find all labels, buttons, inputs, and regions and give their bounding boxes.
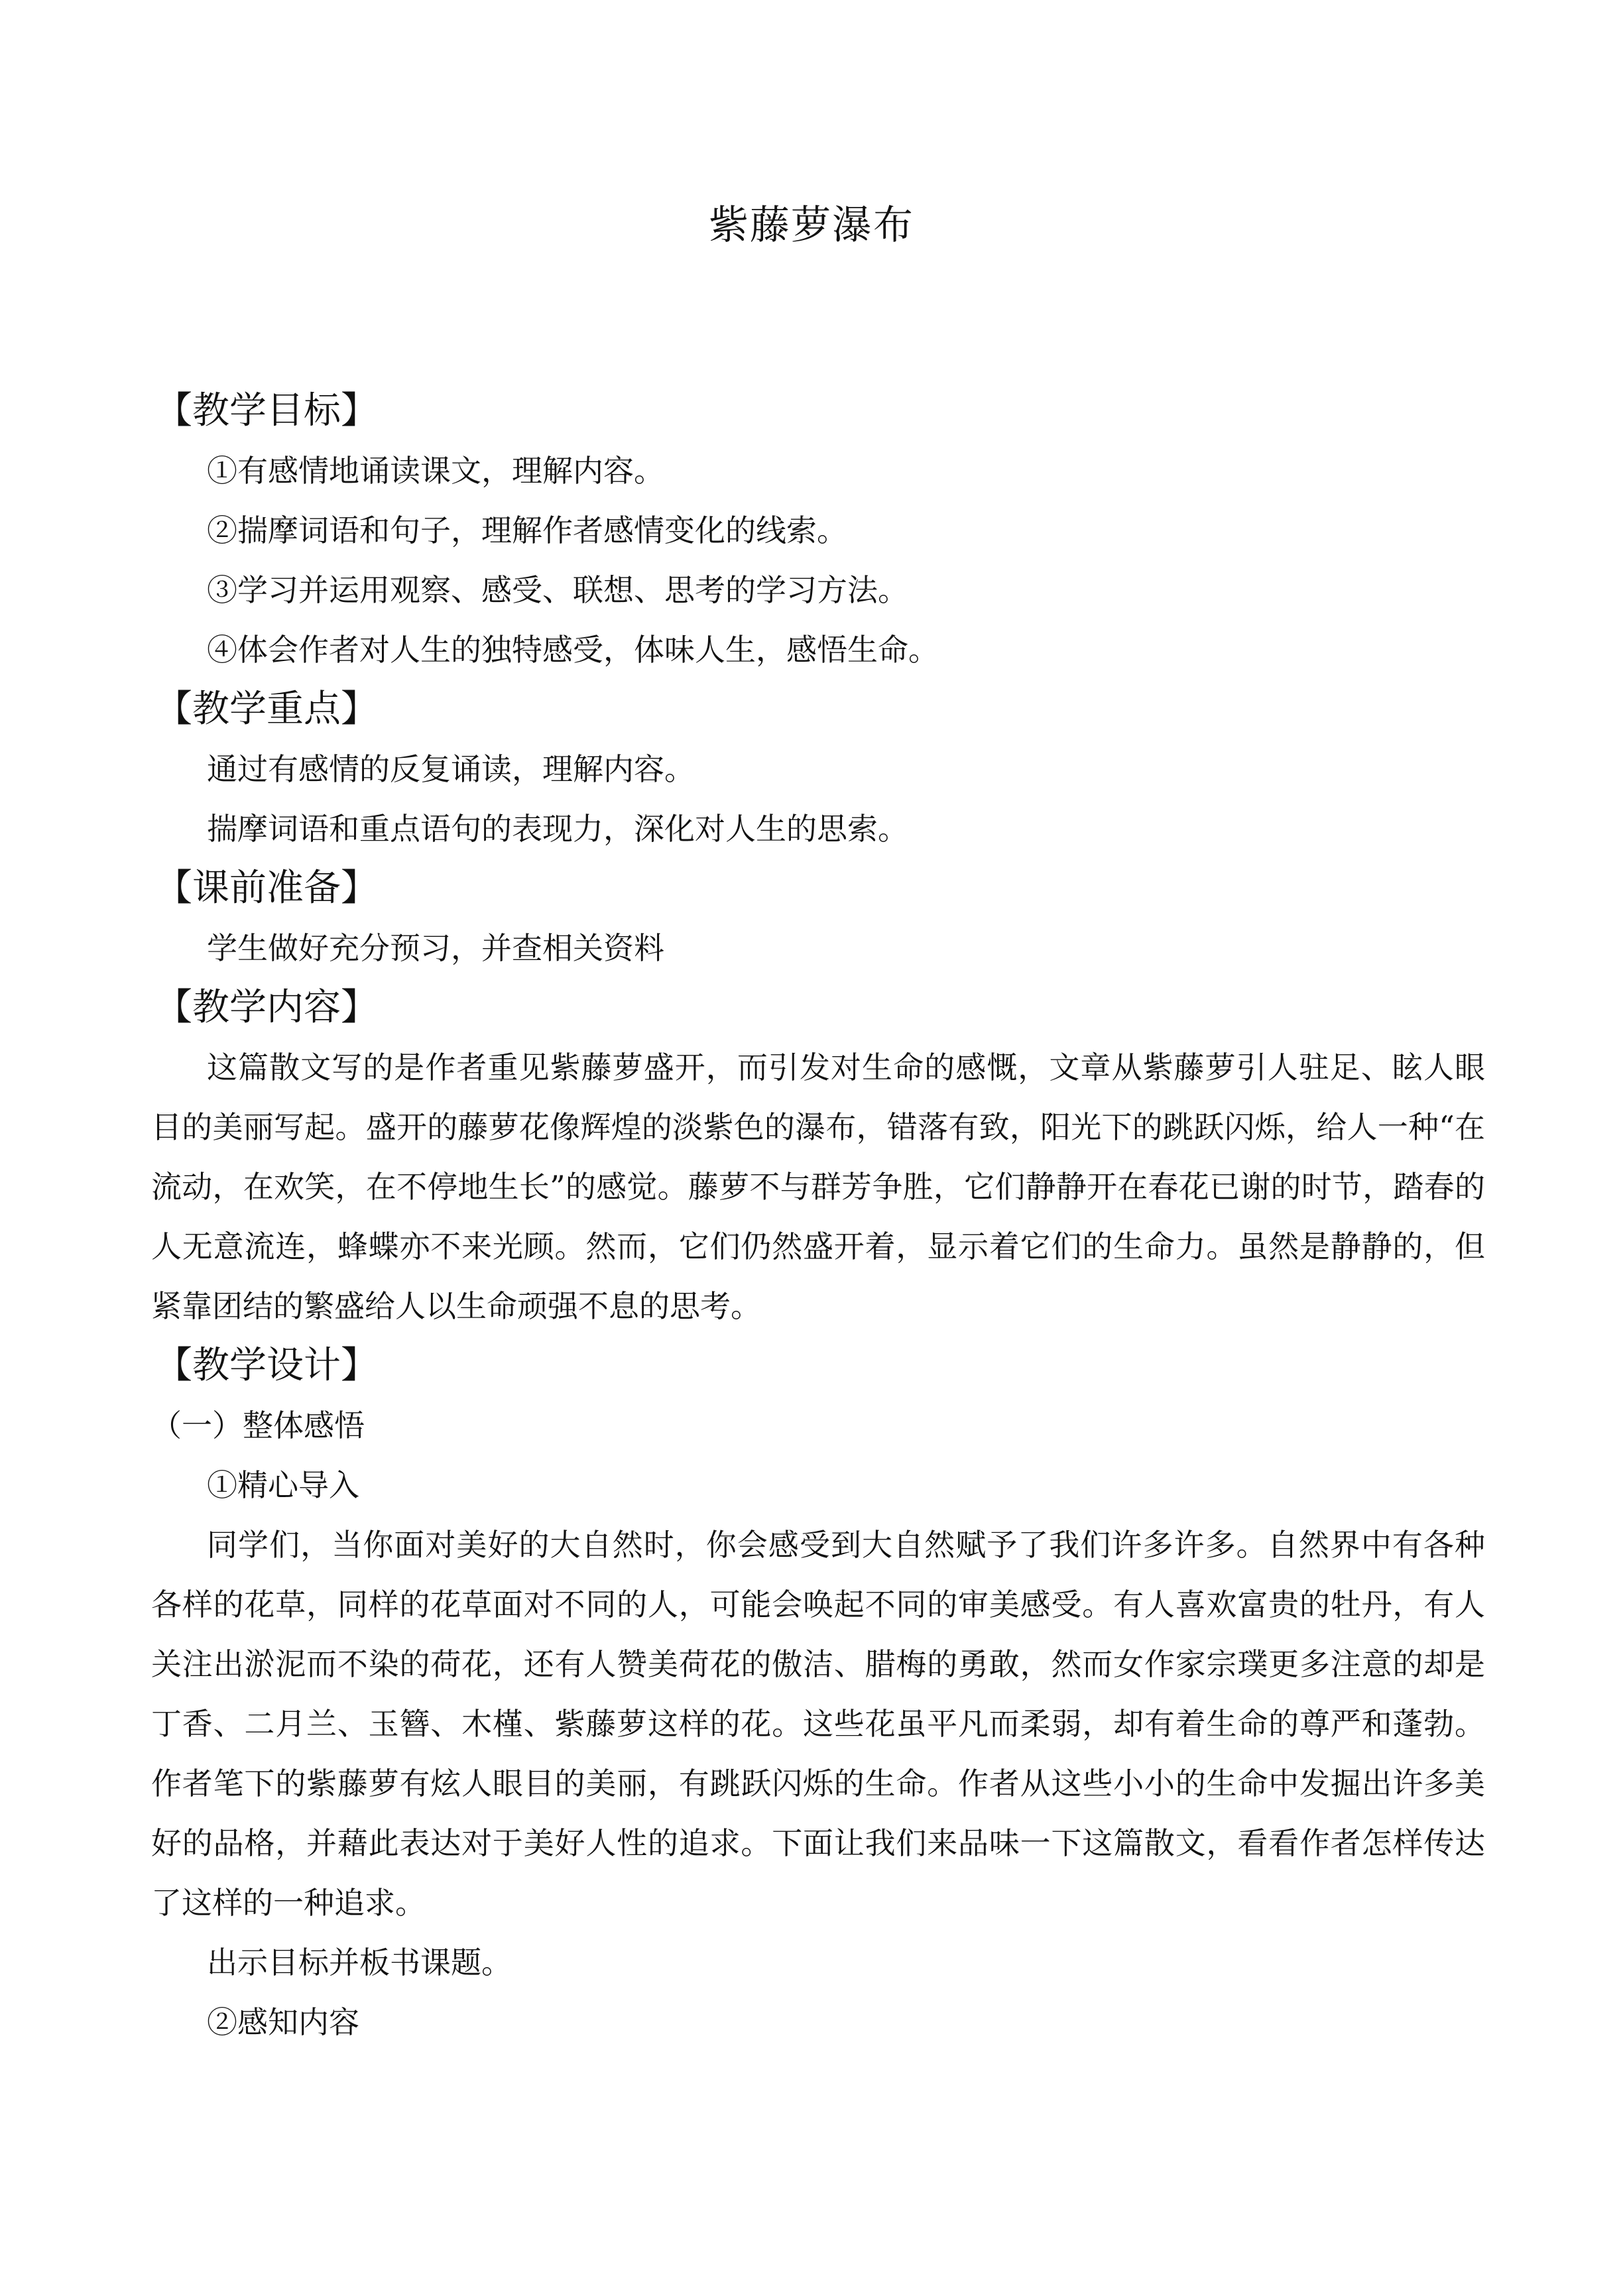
preparation-item: 学生做好充分预习，并查相关资料 xyxy=(207,930,664,966)
design-step-title: ①精心导入 xyxy=(207,1467,359,1503)
key-point-item: 揣摩词语和重点语句的表现力，深化对人生的思索。 xyxy=(207,811,908,847)
design-note: 出示目标并板书课题。 xyxy=(207,1945,512,1980)
content-paragraph: 这篇散文写的是作者重见紫藤萝盛开，而引发对生命的感慨，文章从紫藤萝引人驻足、眩人眼目的美丽写起。盛开的藤萝花像辉煌的淡紫色的瀑布，错落有致，阳光下的跳跃闪烁，给人一种“在流动，在欢笑，在不停地生长”的感觉。藤萝不与群芳争胜，它们静静开在春花已谢的时节，踏春的人无意流连，蜂蝶亦不来光顾。然而，它们仍然盛开着，显示着它们的生命力。虽然是静静的，但紧靠团结的繁盛给人以生命顽强不息的思考。 xyxy=(151,1050,1485,1324)
key-point-item: 通过有感情的反复诵读，理解内容。 xyxy=(207,751,695,787)
objective-item: ②揣摩词语和句子，理解作者感情变化的线索。 xyxy=(207,513,847,548)
page-title: 紫藤萝瀑布 xyxy=(709,202,914,249)
section-heading-key-points: 【教学重点】 xyxy=(155,688,378,731)
intro-paragraph: 同学们，当你面对美好的大自然时，你会感受到大自然赋予了我们许多许多。自然界中有各种各样的花草，同样的花草面对不同的人，可能会唤起不同的审美感受。有人喜欢富贵的牡丹，有人关注出淤泥而不染的荷花，还有人赞美荷花的傲洁、腊梅的勇敢，然而女作家宗璞更多注意的却是丁香、二月兰、玉簪、木槿、紫藤萝这样的花。这些花虽平凡而柔弱，却有着生命的尊严和蓬勃。作者笔下的紫藤萝有炫人眼目的美丽，有跳跃闪烁的生命。作者从这些小小的生命中发掘出许多美好的品格，并藉此表达对于美好人性的追求。下面让我们来品味一下这篇散文，看看作者怎样传达了这样的一种追求。 xyxy=(151,1527,1485,1921)
section-heading-design: 【教学设计】 xyxy=(155,1344,378,1387)
objective-item: ③学习并运用观察、感受、联想、思考的学习方法。 xyxy=(207,572,908,608)
section-heading-content: 【教学内容】 xyxy=(155,986,378,1029)
objective-item: ①有感情地诵读课文，理解内容。 xyxy=(207,453,664,489)
section-heading-preparation: 【课前准备】 xyxy=(155,867,378,910)
objective-item: ④体会作者对人生的独特感受，体味人生，感悟生命。 xyxy=(207,632,939,668)
design-part-title: （一）整体感悟 xyxy=(151,1408,365,1443)
design-step-title: ②感知内容 xyxy=(207,2004,359,2040)
document-body xyxy=(151,381,1485,2052)
section-heading-objectives: 【教学目标】 xyxy=(155,389,378,432)
